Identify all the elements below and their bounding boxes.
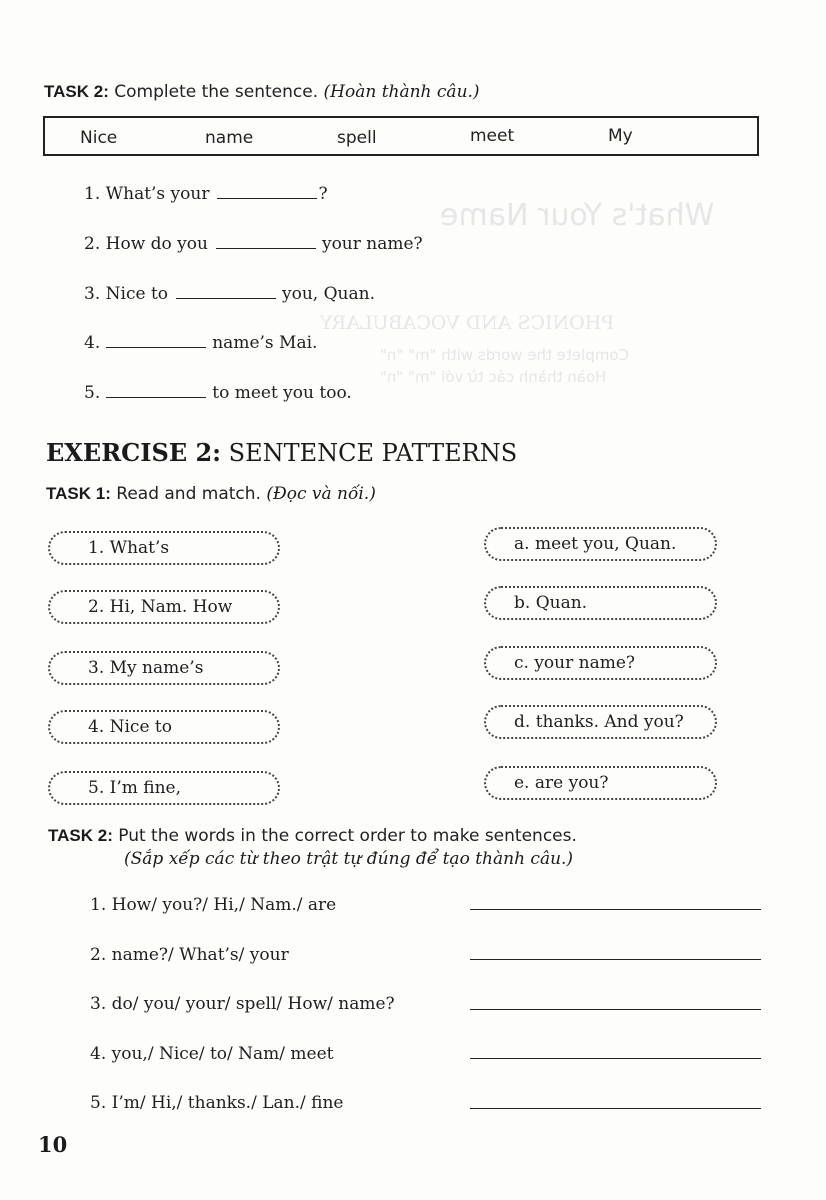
- match-left-item[interactable]: 5. I’m fine,: [48, 771, 280, 805]
- sentence-before: Nice to: [105, 284, 169, 304]
- sentence-before: How do you: [105, 234, 208, 254]
- answer-blank[interactable]: [106, 346, 206, 348]
- page-number: 10: [38, 1132, 68, 1157]
- match-right-item[interactable]: a. meet you, Quan.: [484, 527, 717, 561]
- task-translation: (Hoàn thành câu.): [323, 82, 480, 102]
- show-through-title: What's Your Name: [440, 198, 715, 233]
- match-right-item[interactable]: e. are you?: [484, 766, 717, 800]
- fill-sentence: [84, 234, 423, 254]
- sentence-number: 4.: [84, 333, 101, 353]
- answer-blank[interactable]: [176, 297, 276, 299]
- sentence-number: 1.: [84, 184, 101, 204]
- task2-order-heading: [48, 826, 577, 846]
- sentence-after: your name?: [321, 234, 423, 254]
- match-right-item[interactable]: c. your name?: [484, 646, 717, 680]
- show-through-line-1: Complete the words with "m" "n": [380, 346, 629, 364]
- match-right-item[interactable]: b. Quan.: [484, 586, 717, 620]
- sentence-after: to meet you too.: [212, 383, 352, 403]
- order-item: 2. name?/ What’s/ your: [90, 945, 289, 965]
- sentence-after: you, Quan.: [282, 284, 375, 304]
- task-label: TASK 2:: [48, 826, 113, 845]
- task2-order-translation: [124, 849, 573, 869]
- task-instruction: Put the words in the correct order to make sentences.: [118, 826, 577, 846]
- word-bank: [43, 116, 759, 156]
- sentence-before: What’s your: [105, 184, 210, 204]
- exercise-title: [46, 438, 517, 467]
- answer-line[interactable]: [470, 959, 761, 960]
- task-label: TASK 1:: [46, 484, 111, 503]
- task-translation: (Sắp xếp các từ theo trật tự đúng để tạo thành câu.): [124, 849, 574, 869]
- sentence-after: name’s Mai.: [212, 333, 318, 353]
- exercise-name: SENTENCE PATTERNS: [228, 439, 518, 467]
- match-left-item[interactable]: 1. What’s: [48, 531, 280, 565]
- match-left-item[interactable]: 4. Nice to: [48, 710, 280, 744]
- task-instruction: Read and match.: [116, 484, 261, 504]
- order-item: 1. How/ you?/ Hi,/ Nam./ are: [90, 895, 337, 915]
- match-left-item[interactable]: 2. Hi, Nam. How: [48, 590, 280, 624]
- show-through-heading: PHONICS AND VOCABULARY: [320, 312, 615, 334]
- exercise-label: EXERCISE 2:: [46, 438, 222, 467]
- answer-line[interactable]: [470, 1009, 761, 1010]
- task-label: TASK 2:: [44, 82, 109, 101]
- answer-blank[interactable]: [216, 247, 316, 249]
- word-bank-item: spell: [337, 128, 377, 148]
- sentence-after: ?: [318, 184, 328, 204]
- match-right-item[interactable]: d. thanks. And you?: [484, 705, 717, 739]
- show-through-line-2: Hoàn thành các từ với "m" "n": [380, 368, 607, 386]
- task1-match-heading: [46, 484, 376, 504]
- word-bank-item: My: [608, 126, 633, 146]
- order-item: 4. you,/ Nice/ to/ Nam/ meet: [90, 1044, 334, 1064]
- order-item: 5. I’m/ Hi,/ thanks./ Lan./ fine: [90, 1093, 344, 1113]
- sentence-number: 5.: [84, 383, 101, 403]
- task-translation: (Đọc và nối.): [266, 484, 376, 504]
- answer-line[interactable]: [470, 909, 761, 910]
- match-left-item[interactable]: 3. My name’s: [48, 651, 280, 685]
- task-instruction: Complete the sentence.: [114, 82, 319, 102]
- fill-sentence: [84, 383, 352, 403]
- fill-sentence: [84, 333, 317, 353]
- sentence-number: 2.: [84, 234, 101, 254]
- fill-sentence: [84, 184, 328, 204]
- answer-line[interactable]: [470, 1058, 761, 1059]
- word-bank-item: Nice: [80, 128, 118, 148]
- sentence-number: 3.: [84, 284, 101, 304]
- word-bank-item: name: [205, 128, 254, 148]
- order-item: 3. do/ you/ your/ spell/ How/ name?: [90, 994, 395, 1014]
- answer-blank[interactable]: [106, 396, 206, 398]
- answer-line[interactable]: [470, 1108, 761, 1109]
- word-bank-item: meet: [470, 126, 515, 146]
- task2-complete-heading: [44, 82, 480, 102]
- answer-blank[interactable]: [217, 197, 317, 199]
- fill-sentence: [84, 284, 375, 304]
